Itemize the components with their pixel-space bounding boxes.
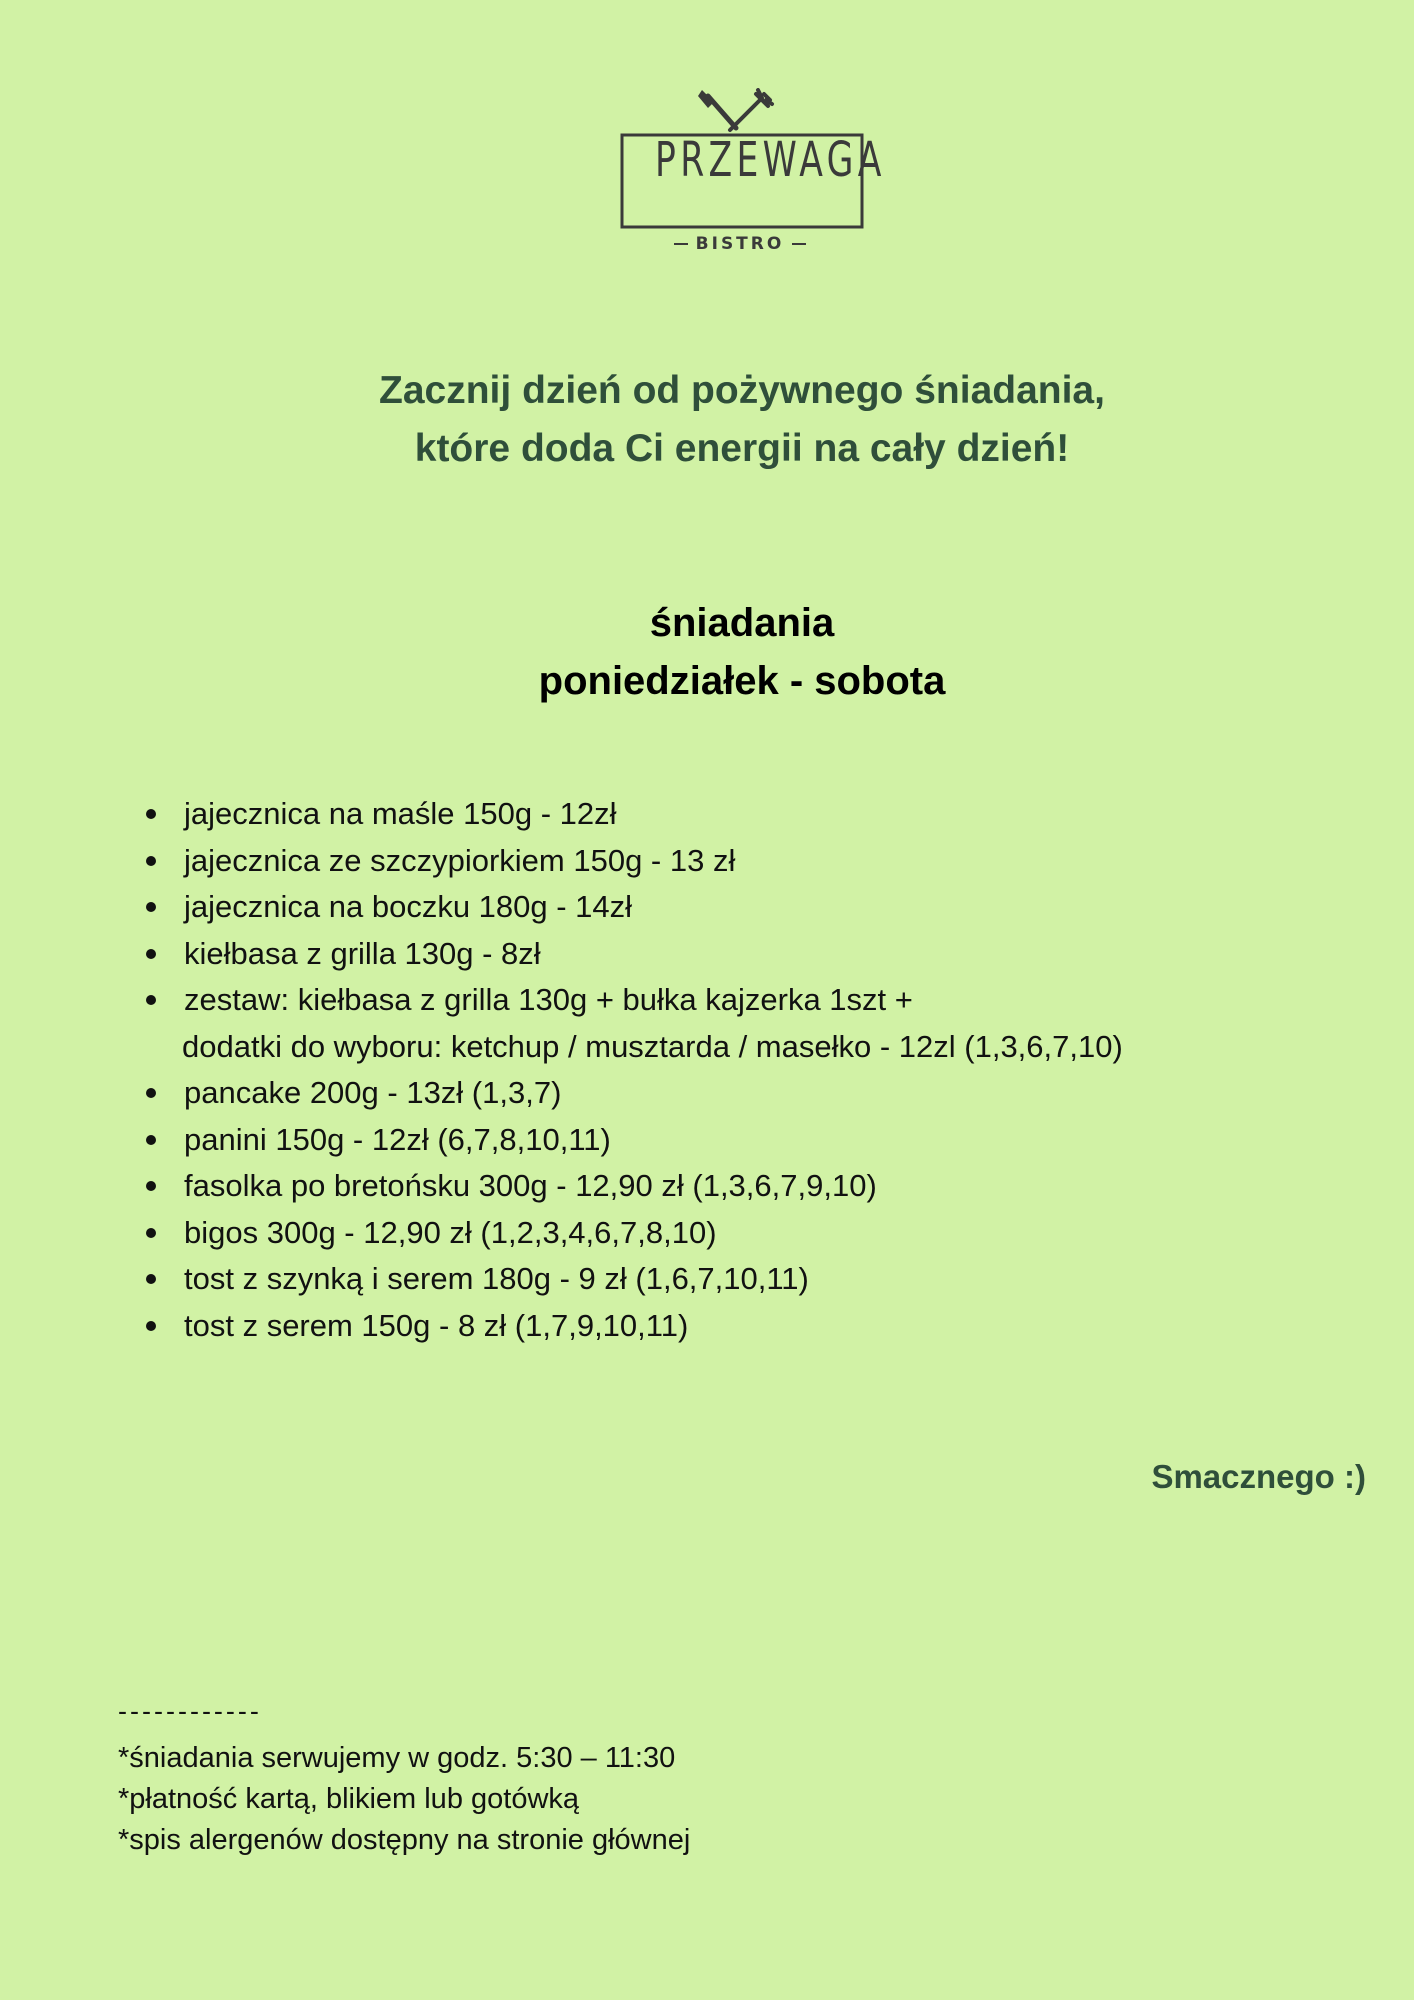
bullet-icon bbox=[146, 1228, 156, 1238]
menu-item bbox=[142, 931, 1342, 978]
bullet-icon bbox=[146, 809, 156, 819]
section-title: śniadania bbox=[649, 601, 835, 645]
bullet-icon bbox=[146, 856, 156, 866]
menu-item bbox=[142, 791, 1342, 838]
footer-separator: ------------ bbox=[118, 1696, 262, 1726]
bullet-icon bbox=[146, 1321, 156, 1331]
menu-item bbox=[142, 1256, 1342, 1303]
menu-item-text: tost z szynką i serem 180g - 9 zł (1,6,7,10,11) bbox=[184, 1261, 809, 1296]
menu-list bbox=[142, 791, 1342, 1349]
menu-item-text: zestaw: kiełbasa z grilla 130g + bułka kajzerka 1szt + bbox=[184, 982, 913, 1017]
footer-notes bbox=[118, 1738, 690, 1861]
menu-item-text: bigos 300g - 12,90 zł (1,2,3,4,6,7,8,10) bbox=[184, 1214, 717, 1250]
bullet-icon bbox=[146, 1088, 156, 1098]
menu-item-text: kiełbasa z grilla 130g - 8zł bbox=[184, 935, 541, 971]
logo-subtitle-text: BISTRO bbox=[695, 234, 785, 254]
menu-item-text: jajecznica na maśle 150g - 12zł bbox=[184, 796, 617, 831]
logo-subtitle bbox=[610, 234, 870, 254]
bullet-icon bbox=[146, 1274, 156, 1284]
menu-item-continuation: dodatki do wyboru: ketchup / musztarda / masełko - 12zl (1,3,6,7,10) bbox=[182, 1028, 1123, 1064]
menu-item bbox=[142, 1070, 1342, 1117]
menu-item-text: tost z serem 150g - 8 zł (1,7,9,10,11) bbox=[184, 1307, 689, 1343]
footer-note: *spis alergenów dostępny na stronie głównej bbox=[118, 1824, 691, 1856]
bullet-icon bbox=[146, 902, 156, 912]
headline-line-1: Zacznij dzień od pożywnego śniadania, bbox=[379, 369, 1105, 412]
menu-item-text: panini 150g - 12zł (6,7,8,10,11) bbox=[184, 1121, 611, 1157]
logo-wordmark: PRZEWAGA bbox=[655, 132, 886, 188]
section-heading bbox=[0, 594, 1414, 710]
bullet-icon bbox=[146, 1135, 156, 1145]
headline-line-2: które doda Ci energii na cały dzień! bbox=[414, 427, 1070, 470]
bistro-logo bbox=[610, 88, 886, 263]
menu-item-text: fasolka po bretońsku 300g - 12,90 zł (1,3,6,7,9,10) bbox=[184, 1168, 877, 1203]
menu-item bbox=[142, 838, 1342, 885]
menu-item bbox=[142, 1163, 1342, 1210]
menu-item-text: jajecznica ze szczypiorkiem 150g - 13 zł bbox=[184, 842, 736, 878]
menu-item bbox=[142, 1303, 1342, 1350]
menu-item-text: jajecznica na boczku 180g - 14zł bbox=[184, 889, 633, 924]
footer-note: *płatność kartą, blikiem lub gotówką bbox=[118, 1783, 580, 1815]
menu-item bbox=[142, 1210, 1342, 1257]
bullet-icon bbox=[146, 995, 156, 1005]
closing-text: Smacznego :) bbox=[1151, 1458, 1366, 1495]
menu-item bbox=[142, 884, 1342, 931]
bullet-icon bbox=[146, 949, 156, 959]
menu-item bbox=[142, 1117, 1342, 1164]
footer-note: *śniadania serwujemy w godz. 5:30 – 11:30 bbox=[118, 1742, 676, 1774]
bullet-icon bbox=[146, 1181, 156, 1191]
menu-item bbox=[142, 977, 1342, 1070]
menu-item-text: pancake 200g - 13zł (1,3,7) bbox=[184, 1075, 562, 1110]
section-days: poniedziałek - sobota bbox=[538, 659, 946, 703]
headline bbox=[0, 362, 1414, 478]
